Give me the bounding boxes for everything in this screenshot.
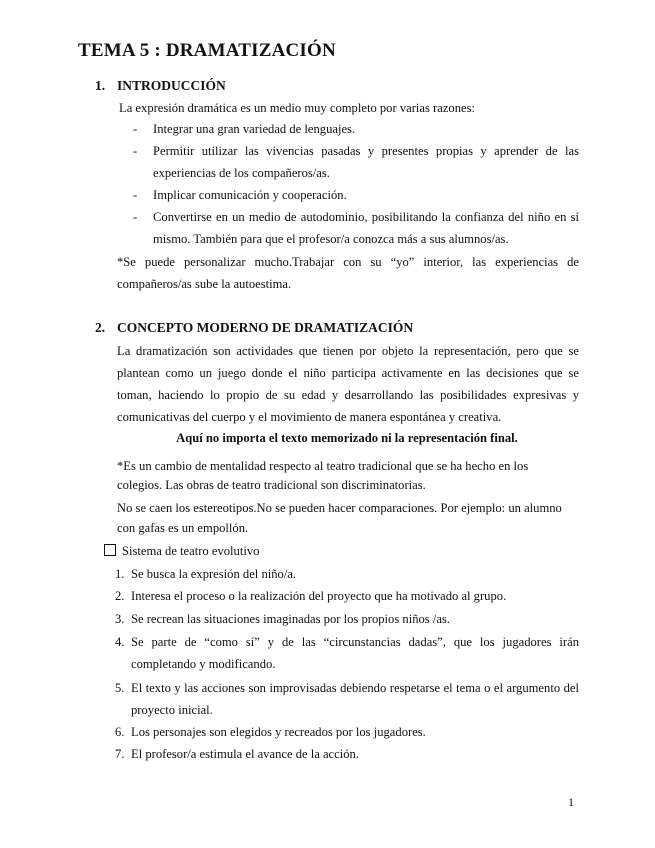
checkbox-icon	[104, 544, 116, 556]
note-line: con gafas es un empollón.	[117, 521, 249, 535]
list-item: 3. Se recrean las situaciones imaginadas por los propios niños /as.	[115, 612, 450, 626]
bullet-item: - Convertirse en un medio de autodominio, posibilitando la confianza del niño en sí mismo. También para que el profesor/a conozca más a sus alumnos/as.	[133, 210, 579, 246]
bullet-item: - Permitir utilizar las vivencias pasadas y presentes propias y aprender de las experiencias de los compañeros/as.	[133, 144, 579, 180]
list-item: 1. Se busca la expresión del niño/a.	[115, 567, 297, 581]
section-1-note: *Se puede personalizar mucho.Trabajar con su “yo” interior, las experiencias de compañeros/as sube la autoestima.	[117, 255, 579, 291]
list-item: 6. Los personajes son elegidos y recreados por los jugadores.	[115, 725, 426, 739]
section-1-title: INTRODUCCIÓN	[117, 78, 226, 93]
note-line: colegios. Las obras de teatro tradicional son discriminatorias.	[117, 478, 426, 492]
bullet-item: - Integrar una gran variedad de lenguajes.	[133, 122, 356, 136]
section-2-title: CONCEPTO MODERNO DE DRAMATIZACIÓN	[117, 320, 414, 335]
page-title: TEMA 5 : DRAMATIZACIÓN	[78, 40, 336, 61]
section-1-number: 1.	[95, 78, 106, 93]
section-2-number: 2.	[95, 320, 106, 335]
note-line: No se caen los estereotipos.No se pueden hacer comparaciones. Por ejemplo: un alumno	[117, 501, 562, 515]
system-title: Sistema de teatro evolutivo	[104, 542, 259, 560]
list-item: 5. El texto y las acciones son improvisadas debiendo respetarse el tema o el argumento del proyecto inicial.	[115, 681, 579, 717]
list-item: 7. El profesor/a estimula el avance de la acción.	[115, 747, 359, 761]
section-2-paragraph: La dramatización son actividades que tienen por objeto la representación, pero que se plantean como un juego donde el niño participa activamente en las decisiones que se toman, haciendo lo propio de su edad y desarrollando las posibilidades expresivas y comunicativas del cuerpo y el movimiento de manera espontánea y creativa.	[117, 344, 579, 424]
section-1-heading	[95, 78, 226, 94]
section-1-intro: La expresión dramática es un medio muy completo por varias razones:	[119, 101, 476, 115]
emphasis-line: Aquí no importa el texto memorizado ni la representación final.	[176, 431, 518, 445]
list-item: 2. Interesa el proceso o la realización del proyecto que ha motivado al grupo.	[115, 589, 507, 603]
list-item: 4. Se parte de “como sí” y de las “circunstancias dadas”, que los jugadores irán completando y modificando.	[115, 635, 579, 671]
page-number: 1	[568, 795, 574, 809]
bullet-item: - Implicar comunicación y cooperación.	[133, 188, 347, 202]
note-line: *Es un cambio de mentalidad respecto al teatro tradicional que se ha hecho en los	[117, 459, 529, 473]
section-2-heading	[95, 320, 413, 336]
